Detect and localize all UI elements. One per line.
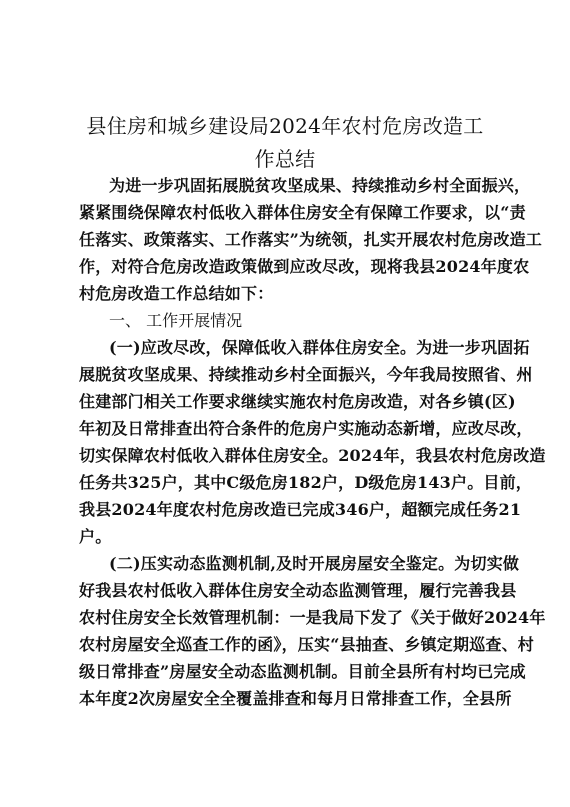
paragraph-line: (二)压实动态监测机制,及时开展房屋安全鉴定。为切实做: [109, 554, 520, 573]
paragraph-line: 住建部门相关工作要求继续实施农村危房改造，对各乡镇(区): [79, 392, 516, 411]
paragraph-line: 农村住房安全长效管理机制：一是我局下发了《关于做好2024年: [79, 608, 546, 627]
paragraph-line: 我县2024年度农村危房改造已完成346户，超额完成任务21: [79, 500, 522, 519]
paragraph-line: 好我县农村低收入群体住房安全动态监测管理，履行完善我县: [79, 581, 517, 600]
document-title-line-1: 县住房和城乡建设局2024年农村危房改造工: [86, 114, 484, 138]
paragraph-line: 切实保障农村低收入群体住房安全。2024年，我县农村危房改造: [79, 446, 546, 465]
section-heading: 一、 工作开展情况: [109, 311, 243, 330]
paragraph-line: 任务共325户，其中C级危房182户，D级危房143户。目前，: [79, 473, 533, 492]
paragraph-line: 农村房屋安全巡查工作的函》，压实“县抽查、乡镇定期巡查、村: [79, 635, 535, 654]
intro-line: 紧紧围绕保障农村低收入群体住房安全有保障工作要求，以“责: [79, 203, 526, 222]
intro-line: 作，对符合危房改造政策做到应改尽改，现将我县2024年度农: [79, 257, 530, 276]
paragraph-line: 本年度2次房屋安全全覆盖排查和每月日常排查工作，全县所: [79, 689, 512, 708]
paragraph-line: 展脱贫攻坚成果、持续推动乡村全面振兴，今年我局按照省、州: [79, 365, 533, 384]
paragraph-line: (一)应改尽改，保障低收入群体住房安全。为进一步巩固拓: [109, 338, 530, 357]
intro-line: 任落实、政策落实、工作落实”为统领，扎实开展农村危房改造工: [79, 230, 543, 249]
paragraph-line: 户。: [79, 527, 112, 546]
intro-line: 为进一步巩固拓展脱贫攻坚成果、持续推动乡村全面振兴，: [109, 176, 531, 195]
paragraph-line: 年初及日常排查出符合条件的危房户实施动态新增，应改尽改，: [79, 419, 533, 438]
paragraph-line: 级日常排查”房屋安全动态监测机制。目前全县所有村均已完成: [79, 662, 526, 681]
document-title-line-2: 作总结: [254, 147, 316, 171]
intro-line: 村危房改造工作总结如下：: [79, 284, 274, 303]
